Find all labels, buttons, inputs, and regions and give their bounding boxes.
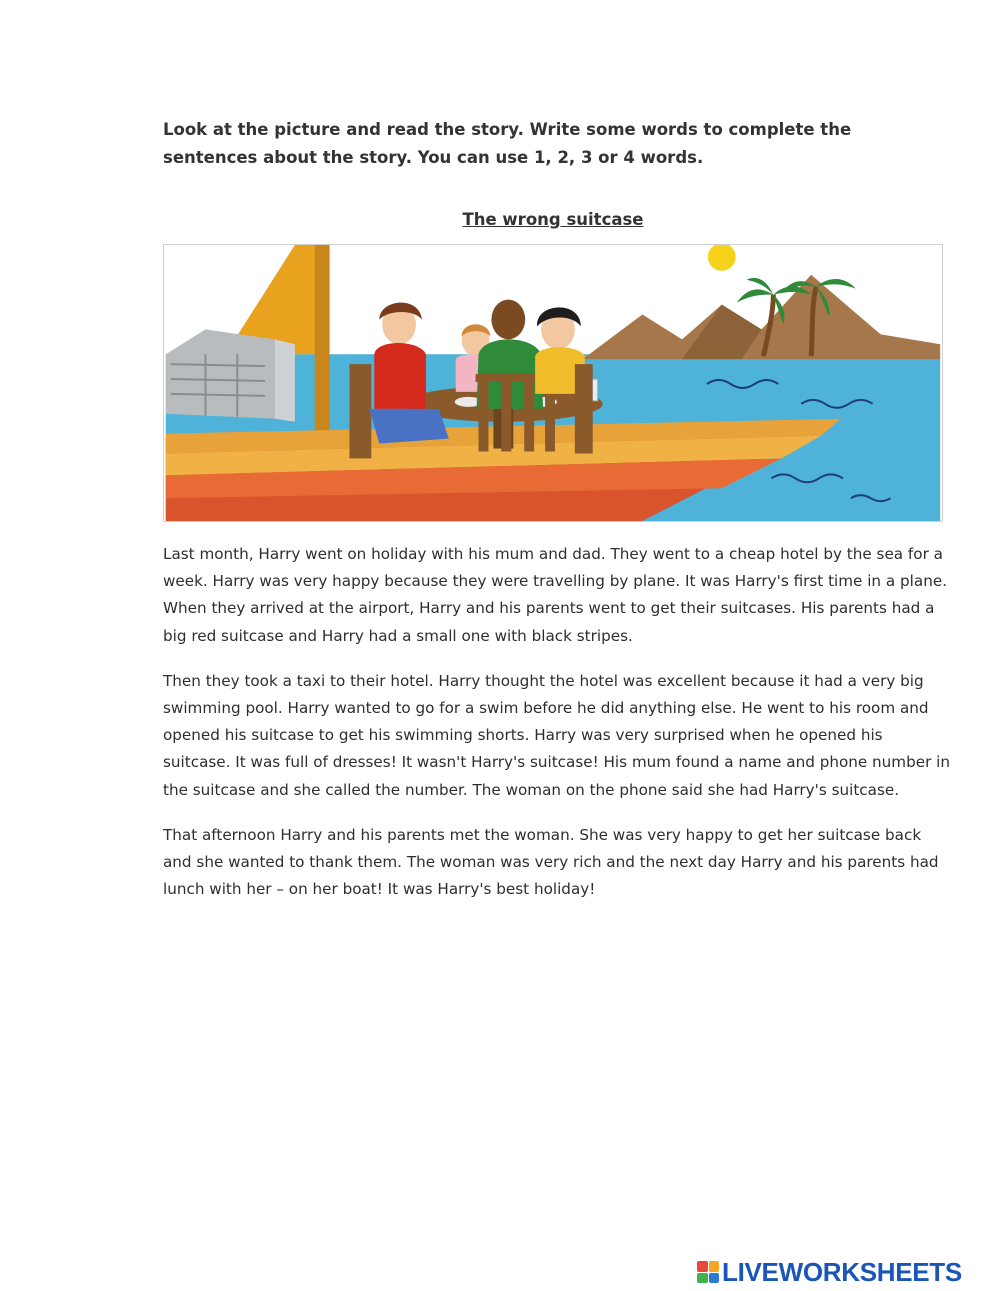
logo-square-blue (709, 1273, 720, 1284)
story-title: The wrong suitcase (462, 210, 644, 229)
logo-square-green (697, 1273, 708, 1284)
liveworksheets-logo (697, 1257, 962, 1287)
instructions: Look at the picture and read the story. Write some words to complete the sentences about the story. You can use 1, 2, 3 or 4 words. (163, 120, 852, 167)
story-illustration (163, 244, 943, 522)
boat-lunch-scene (164, 245, 942, 521)
logo-text: LIVEWORKSHEETS (722, 1256, 962, 1287)
logo-square-orange (709, 1261, 720, 1272)
logo-square-red (697, 1261, 708, 1272)
logo-mark-icon (697, 1261, 719, 1283)
story-text (163, 541, 953, 921)
story-paragraph-2: Then they took a taxi to their hotel. Harry thought the hotel was excellent because it had a very big swimming pool. Harry wanted to go for a swim before he did anything else. He went to his room and opened his suitcase to get his swimming shorts. Harry was very surprised when he opened his suitcase. It was full of dresses! It wasn't Harry's suitcase! His mum found a name and phone number in the suitcase and she called the number. The woman on the phone said she had Harry's suitcase. (163, 671, 951, 799)
story-paragraph-3: That afternoon Harry and his parents met the woman. She was very happy to get her suitcase back and she wanted to thank them. The woman was very rich and the next day Harry and his parents had lunch with her – on her boat! It was Harry's best holiday! (163, 825, 939, 899)
story-paragraph-1: Last month, Harry went on holiday with his mum and dad. They went to a cheap hotel by the sea for a week. Harry was very happy because they were travelling by plane. It was Harry's first time in a plane. When they arrived at the airport, Harry and his parents went to get their suitcases. His parents had a big red suitcase and Harry had a small one with black stripes. (163, 545, 947, 645)
